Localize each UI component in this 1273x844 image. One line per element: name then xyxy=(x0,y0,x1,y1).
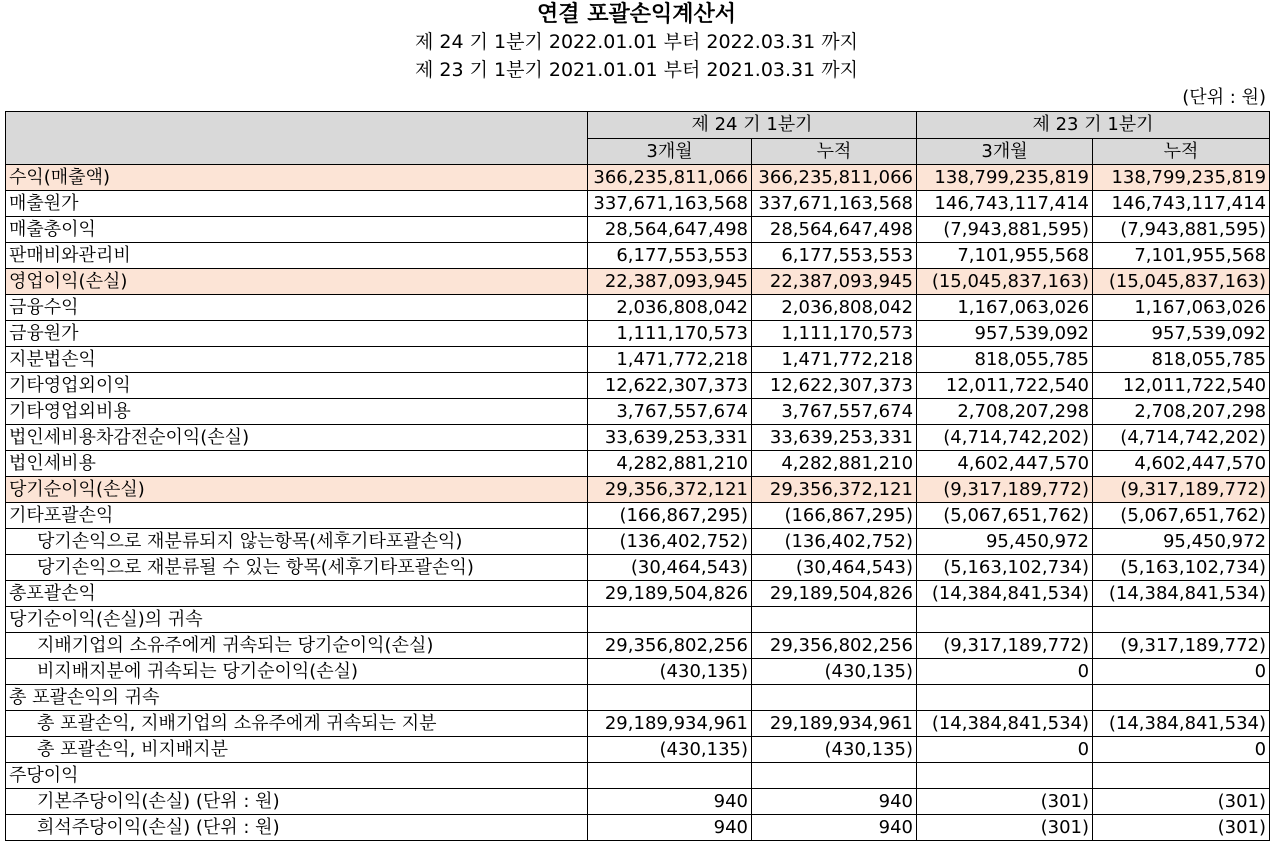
current-cumulative-value: 6,177,553,553 xyxy=(752,243,917,269)
current-cumulative-value: 22,387,093,945 xyxy=(752,269,917,295)
prior-3m-value: 4,602,447,570 xyxy=(917,451,1093,477)
prior-cumulative-value: 138,799,235,819 xyxy=(1093,165,1270,191)
prior-cumulative-value: (9,317,189,772) xyxy=(1093,477,1270,503)
table-row xyxy=(6,399,1270,425)
current-3m-value: 12,622,307,373 xyxy=(588,373,752,399)
prior-3m-value: (14,384,841,534) xyxy=(917,711,1093,737)
table-row xyxy=(6,243,1270,269)
current-cumulative-value: (136,402,752) xyxy=(752,529,917,555)
row-label: 총 포괄손익의 귀속 xyxy=(6,685,588,711)
prior-cumulative-value: 1,167,063,026 xyxy=(1093,295,1270,321)
statement-body xyxy=(6,165,1270,841)
prior-cumulative-value xyxy=(1093,763,1270,789)
table-row xyxy=(6,737,1270,763)
current-3m-value xyxy=(588,763,752,789)
table-row xyxy=(6,295,1270,321)
current-3m-value: 3,767,557,674 xyxy=(588,399,752,425)
header-prior-cumulative: 누적 xyxy=(1093,139,1270,165)
current-cumulative-value: 33,639,253,331 xyxy=(752,425,917,451)
prior-3m-value: (7,943,881,595) xyxy=(917,217,1093,243)
current-cumulative-value xyxy=(752,763,917,789)
current-cumulative-value: 29,189,934,961 xyxy=(752,711,917,737)
table-row xyxy=(6,347,1270,373)
current-3m-value: 1,471,772,218 xyxy=(588,347,752,373)
statement-title: 연결 포괄손익계산서 xyxy=(537,2,736,27)
prior-3m-value: 7,101,955,568 xyxy=(917,243,1093,269)
prior-3m-value: (14,384,841,534) xyxy=(917,581,1093,607)
prior-3m-value: 957,539,092 xyxy=(917,321,1093,347)
prior-3m-value: 12,011,722,540 xyxy=(917,373,1093,399)
row-label: 당기순이익(손실) xyxy=(6,477,588,503)
current-cumulative-value xyxy=(752,607,917,633)
prior-3m-value: 2,708,207,298 xyxy=(917,399,1093,425)
current-cumulative-value: (166,867,295) xyxy=(752,503,917,529)
row-label: 기타영업외이익 xyxy=(6,373,588,399)
prior-3m-value: 818,055,785 xyxy=(917,347,1093,373)
prior-3m-value: (301) xyxy=(917,815,1093,841)
current-cumulative-value: (30,464,543) xyxy=(752,555,917,581)
prior-cumulative-value: 818,055,785 xyxy=(1093,347,1270,373)
prior-3m-value xyxy=(917,607,1093,633)
row-label: 주당이익 xyxy=(6,763,588,789)
prior-cumulative-value: (301) xyxy=(1093,789,1270,815)
row-label: 희석주당이익(손실) (단위 : 원) xyxy=(6,815,588,841)
row-label: 수익(매출액) xyxy=(6,165,588,191)
row-label: 당기손익으로 재분류되지 않는항목(세후기타포괄손익) xyxy=(6,529,588,555)
row-label: 지분법손익 xyxy=(6,347,588,373)
row-label: 법인세비용차감전순이익(손실) xyxy=(6,425,588,451)
prior-cumulative-value: (5,163,102,734) xyxy=(1093,555,1270,581)
current-3m-value: 337,671,163,568 xyxy=(588,191,752,217)
table-row xyxy=(6,425,1270,451)
table-row xyxy=(6,451,1270,477)
prior-cumulative-value: 0 xyxy=(1093,737,1270,763)
prior-3m-value: 0 xyxy=(917,659,1093,685)
prior-cumulative-value: (9,317,189,772) xyxy=(1093,633,1270,659)
table-row xyxy=(6,529,1270,555)
prior-cumulative-value: 7,101,955,568 xyxy=(1093,243,1270,269)
table-row xyxy=(6,217,1270,243)
current-cumulative-value: 366,235,811,066 xyxy=(752,165,917,191)
prior-cumulative-value: (5,067,651,762) xyxy=(1093,503,1270,529)
row-label: 영업이익(손실) xyxy=(6,269,588,295)
table-row xyxy=(6,555,1270,581)
table-row xyxy=(6,633,1270,659)
table-row xyxy=(6,763,1270,789)
prior-3m-value: 146,743,117,414 xyxy=(917,191,1093,217)
table-row xyxy=(6,607,1270,633)
unit-label: (단위 : 원) xyxy=(1182,87,1266,108)
row-label: 지배기업의 소유주에게 귀속되는 당기순이익(손실) xyxy=(6,633,588,659)
row-label: 기타영업외비용 xyxy=(6,399,588,425)
row-label: 당기순이익(손실)의 귀속 xyxy=(6,607,588,633)
prior-cumulative-value: (301) xyxy=(1093,815,1270,841)
prior-3m-value: (5,163,102,734) xyxy=(917,555,1093,581)
row-label: 당기손익으로 재분류될 수 있는 항목(세후기타포괄손익) xyxy=(6,555,588,581)
row-label: 금융원가 xyxy=(6,321,588,347)
header-row-periods xyxy=(6,112,1270,139)
current-cumulative-value: 1,111,170,573 xyxy=(752,321,917,347)
table-row xyxy=(6,685,1270,711)
prior-cumulative-value: 95,450,972 xyxy=(1093,529,1270,555)
prior-3m-value: 95,450,972 xyxy=(917,529,1093,555)
current-cumulative-value: 12,622,307,373 xyxy=(752,373,917,399)
current-cumulative-value: (430,135) xyxy=(752,659,917,685)
current-cumulative-value: 940 xyxy=(752,789,917,815)
header-period-current: 제 24 기 1분기 xyxy=(588,112,917,139)
period-prior-line: 제 23 기 1분기 2021.01.01 부터 2021.03.31 까지 xyxy=(415,59,858,81)
current-3m-value: 29,356,372,121 xyxy=(588,477,752,503)
table-header xyxy=(6,112,1270,165)
table-row xyxy=(6,477,1270,503)
prior-cumulative-value: 146,743,117,414 xyxy=(1093,191,1270,217)
current-3m-value: 940 xyxy=(588,815,752,841)
prior-3m-value: (9,317,189,772) xyxy=(917,477,1093,503)
current-cumulative-value: 2,036,808,042 xyxy=(752,295,917,321)
row-label: 기타포괄손익 xyxy=(6,503,588,529)
table-row xyxy=(6,165,1270,191)
row-label: 총 포괄손익, 비지배지분 xyxy=(6,737,588,763)
prior-3m-value: 0 xyxy=(917,737,1093,763)
current-3m-value: 940 xyxy=(588,789,752,815)
row-label: 총 포괄손익, 지배기업의 소유주에게 귀속되는 지분 xyxy=(6,711,588,737)
current-3m-value: (30,464,543) xyxy=(588,555,752,581)
current-3m-value: 29,189,934,961 xyxy=(588,711,752,737)
header-corner xyxy=(6,112,588,165)
table-row xyxy=(6,191,1270,217)
prior-3m-value: 1,167,063,026 xyxy=(917,295,1093,321)
current-cumulative-value: (430,135) xyxy=(752,737,917,763)
current-3m-value: 33,639,253,331 xyxy=(588,425,752,451)
current-cumulative-value: 3,767,557,674 xyxy=(752,399,917,425)
current-cumulative-value: 4,282,881,210 xyxy=(752,451,917,477)
current-cumulative-value: 29,356,802,256 xyxy=(752,633,917,659)
current-cumulative-value: 29,189,504,826 xyxy=(752,581,917,607)
current-3m-value xyxy=(588,685,752,711)
table-row xyxy=(6,789,1270,815)
prior-cumulative-value: 0 xyxy=(1093,659,1270,685)
current-3m-value xyxy=(588,607,752,633)
prior-cumulative-value: 4,602,447,570 xyxy=(1093,451,1270,477)
current-3m-value: 2,036,808,042 xyxy=(588,295,752,321)
current-3m-value: 29,189,504,826 xyxy=(588,581,752,607)
prior-3m-value: (9,317,189,772) xyxy=(917,633,1093,659)
current-3m-value: 6,177,553,553 xyxy=(588,243,752,269)
current-3m-value: 4,282,881,210 xyxy=(588,451,752,477)
period-current-line: 제 24 기 1분기 2022.01.01 부터 2022.03.31 까지 xyxy=(415,31,858,53)
prior-cumulative-value xyxy=(1093,685,1270,711)
table-row xyxy=(6,581,1270,607)
current-cumulative-value: 29,356,372,121 xyxy=(752,477,917,503)
table-row xyxy=(6,269,1270,295)
prior-cumulative-value: (4,714,742,202) xyxy=(1093,425,1270,451)
prior-cumulative-value: 2,708,207,298 xyxy=(1093,399,1270,425)
table-row xyxy=(6,503,1270,529)
row-label: 매출원가 xyxy=(6,191,588,217)
prior-3m-value: (4,714,742,202) xyxy=(917,425,1093,451)
current-cumulative-value: 28,564,647,498 xyxy=(752,217,917,243)
table-row xyxy=(6,373,1270,399)
table-row xyxy=(6,711,1270,737)
current-3m-value: 1,111,170,573 xyxy=(588,321,752,347)
current-3m-value: (430,135) xyxy=(588,659,752,685)
current-3m-value: (166,867,295) xyxy=(588,503,752,529)
table-row xyxy=(6,815,1270,841)
table-row xyxy=(6,321,1270,347)
table-row xyxy=(6,659,1270,685)
prior-cumulative-value: (14,384,841,534) xyxy=(1093,581,1270,607)
row-label: 법인세비용 xyxy=(6,451,588,477)
current-cumulative-value xyxy=(752,685,917,711)
prior-3m-value xyxy=(917,685,1093,711)
prior-cumulative-value: (7,943,881,595) xyxy=(1093,217,1270,243)
current-3m-value: 366,235,811,066 xyxy=(588,165,752,191)
prior-cumulative-value xyxy=(1093,607,1270,633)
row-label: 판매비와관리비 xyxy=(6,243,588,269)
current-3m-value: (136,402,752) xyxy=(588,529,752,555)
income-statement-table xyxy=(5,111,1270,841)
prior-cumulative-value: 957,539,092 xyxy=(1093,321,1270,347)
prior-cumulative-value: (14,384,841,534) xyxy=(1093,711,1270,737)
current-cumulative-value: 1,471,772,218 xyxy=(752,347,917,373)
row-label: 비지배지분에 귀속되는 당기순이익(손실) xyxy=(6,659,588,685)
current-cumulative-value: 940 xyxy=(752,815,917,841)
prior-3m-value: (301) xyxy=(917,789,1093,815)
current-3m-value: 28,564,647,498 xyxy=(588,217,752,243)
prior-cumulative-value: 12,011,722,540 xyxy=(1093,373,1270,399)
current-3m-value: 22,387,093,945 xyxy=(588,269,752,295)
current-3m-value: (430,135) xyxy=(588,737,752,763)
row-label: 기본주당이익(손실) (단위 : 원) xyxy=(6,789,588,815)
row-label: 총포괄손익 xyxy=(6,581,588,607)
current-cumulative-value: 337,671,163,568 xyxy=(752,191,917,217)
prior-3m-value xyxy=(917,763,1093,789)
header-prior-3m: 3개월 xyxy=(917,139,1093,165)
row-label: 금융수익 xyxy=(6,295,588,321)
current-3m-value: 29,356,802,256 xyxy=(588,633,752,659)
header-current-cumulative: 누적 xyxy=(752,139,917,165)
prior-3m-value: (15,045,837,163) xyxy=(917,269,1093,295)
prior-3m-value: (5,067,651,762) xyxy=(917,503,1093,529)
row-label: 매출총이익 xyxy=(6,217,588,243)
prior-3m-value: 138,799,235,819 xyxy=(917,165,1093,191)
header-current-3m: 3개월 xyxy=(588,139,752,165)
header-period-prior: 제 23 기 1분기 xyxy=(917,112,1270,139)
prior-cumulative-value: (15,045,837,163) xyxy=(1093,269,1270,295)
